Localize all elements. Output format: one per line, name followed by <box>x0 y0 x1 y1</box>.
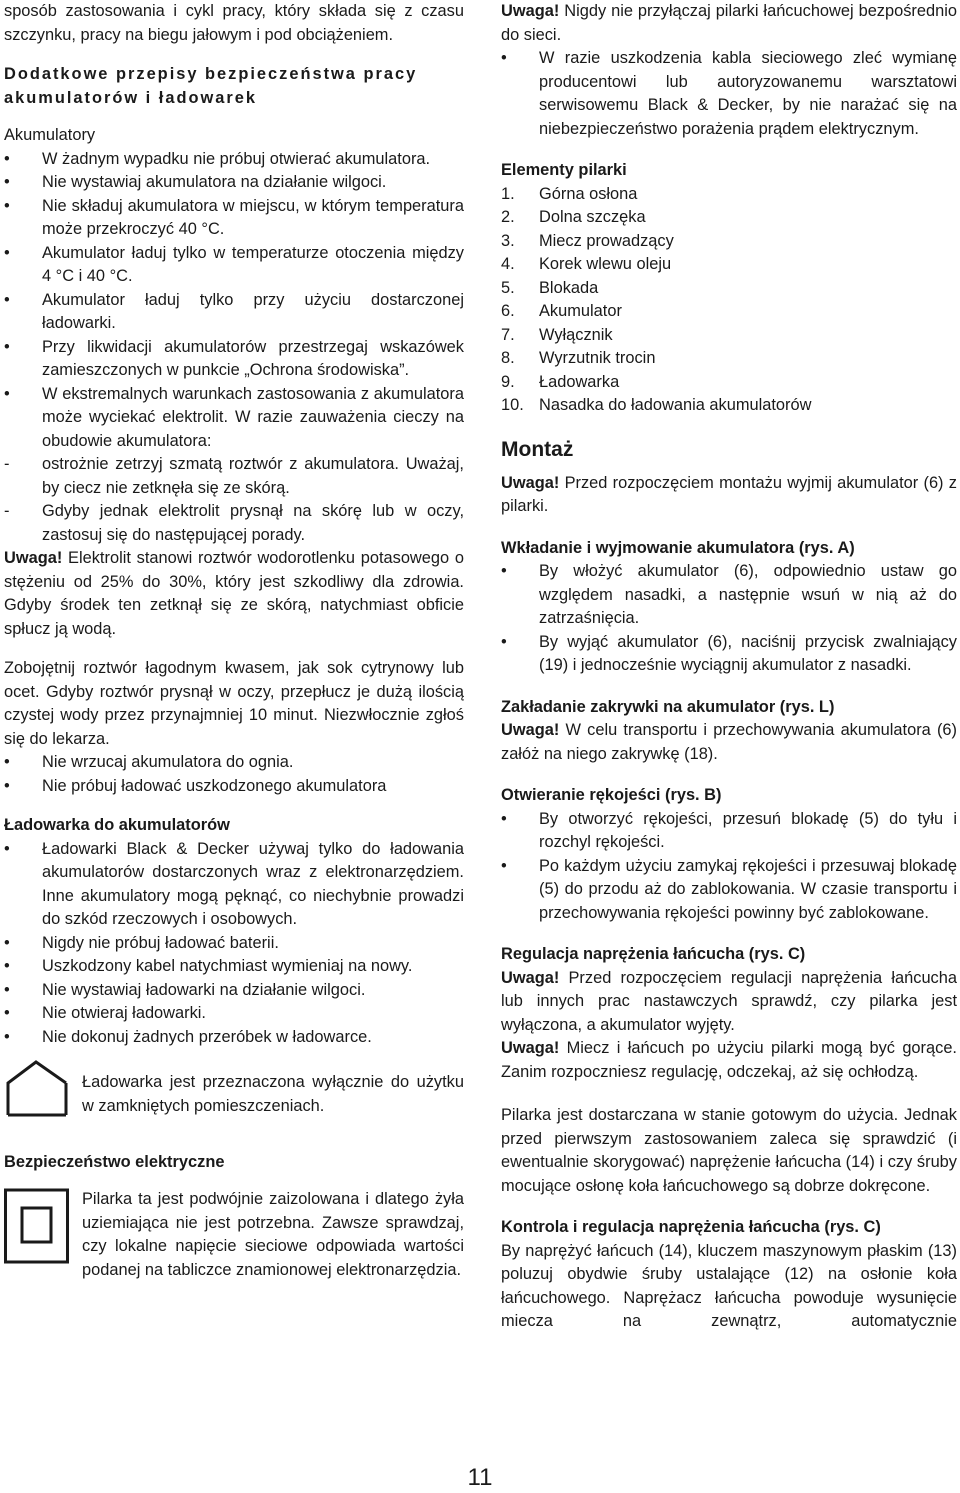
list-item: • Nigdy nie próbuj ładować baterii. <box>4 932 464 956</box>
warning-label: Uwaga! <box>501 473 560 492</box>
tension-heading: Regulacja naprężenia łańcucha (rys. C) <box>501 945 806 963</box>
elements-heading: Elementy pilarki <box>501 161 627 179</box>
indoor-use-text: Ładowarka jest przeznaczona wyłącznie do użytku w zamkniętych pomieszczeniach. <box>82 1073 464 1115</box>
additional-safety-heading: Dodatkowe przepisy bezpieczeństwa pracy akumulatorów i ładowarek <box>4 65 418 107</box>
warning-label: Uwaga! <box>501 1039 560 1057</box>
neutralize-paragraph: Zobojętnij roztwór łagodnym kwasem, jak sok cytrynowy lub ocet. Gdyby roztwór prysnął w oczy, przepłucz je dużą ilością czystej wody przez przynajmniej 10 minut. Niezwłocznie zgłoś się do lekarza. <box>4 659 464 748</box>
list-item: 1. Górna osłona <box>501 184 638 203</box>
list-item: • Nie wystawiaj akumulatora na działanie wilgoci. <box>4 171 464 195</box>
battery-cover-warning <box>501 719 957 766</box>
list-item: 7. Wyłącznik <box>501 325 613 344</box>
list-item: 3. Miecz prowadzący <box>501 231 674 250</box>
tension-warning-1 <box>501 967 957 1038</box>
list-item: • Uszkodzony kabel natychmiast wymieniaj na nowy. <box>4 955 464 979</box>
warning-label: Uwaga! <box>501 721 560 739</box>
warning-text: Przed rozpoczęciem montażu wyjmij akumulator (6) z pilarki. <box>501 473 957 515</box>
batteries-list <box>4 148 464 454</box>
ready-paragraph: Pilarka jest dostarczana w stanie gotowym do użycia. Jednak przed pierwszym zastosowaniem zaleca się sprawdzić (i ewentualnie skorygować) naprężenie łańcucha (14) i czy śruby mocujące osłonę koła łańcuchowego są dobrze dokręcone. <box>501 1106 957 1195</box>
list-item: • W ekstremalnych warunkach zastosowania z akumulatora może wyciekać elektrolit. W razie zauważenia cieczy na obudowie akumulatora: <box>4 383 464 454</box>
tension-warning-2 <box>501 1037 957 1084</box>
list-item: 8. Wyrzutnik trocin <box>501 349 656 367</box>
indoor-use-notice <box>4 1059 464 1125</box>
warning-text: Elektrolit stanowi roztwór wodorotlenku potasowego o stężeniu od 25% do 30%, który jest szkodliwy dla zdrowia. Gdyby środek ten zetknął się ze skórą, natychmiast obficie spłucz ją wodą. <box>4 549 464 638</box>
assembly-warning <box>501 472 957 519</box>
batteries-heading: Akumulatory <box>4 126 96 144</box>
page-number: 11 <box>467 1464 493 1491</box>
double-insulation-notice <box>4 1188 464 1282</box>
list-item: • By otworzyć rękojeści, przesuń blokadę (5) do tyłu i rozchyl rękojeści. <box>501 808 957 855</box>
handle-heading: Otwieranie rękojeści (rys. B) <box>501 786 722 804</box>
control-heading: Kontrola i regulacja naprężenia łańcucha (rys. C) <box>501 1218 881 1236</box>
cable-list <box>501 47 957 141</box>
list-item: • Ładowarki Black & Decker używaj tylko do ładowania akumulatorów dostarczonych wraz z elektronarzędziem. Inne akumulatory mogą pęknąć, co niechybnie prowadzi do szkód rzeczowych i osobowych. <box>4 838 464 932</box>
warning-label: Uwaga! <box>501 2 560 20</box>
handle-list <box>501 808 957 926</box>
list-item: • Nie składuj akumulatora w miejscu, w którym temperatura może przekroczyć 40 °C. <box>4 195 464 242</box>
list-item: 2. Dolna szczęka <box>501 208 646 226</box>
list-item: - ostrożnie zetrzyj szmatą roztwór z akumulatora. Uważaj, by ciecz nie zetknęła się ze skórą. <box>4 455 464 497</box>
insert-battery-heading: Wkładanie i wyjmowanie akumulatora (rys. A) <box>501 538 855 557</box>
list-item: • Nie wystawiaj ładowarki na działanie wilgoci. <box>4 979 464 1003</box>
warning-text: W celu transportu i przechowywania akumulatora (6) załóż na niego zakrywkę (18). <box>501 721 957 763</box>
list-item: 6. Akumulator <box>501 302 622 320</box>
left-column <box>4 0 464 1282</box>
electrolyte-dash-list <box>4 453 464 547</box>
dash-item-text: Gdyby jednak elektrolit prysnął na skórę lub w oczy, zastosuj się do następującej porady. <box>42 502 464 544</box>
battery-cover-heading: Zakładanie zakrywki na akumulator (rys. L) <box>501 697 835 716</box>
right-column <box>501 0 957 1334</box>
double-insulation-icon <box>4 1188 70 1272</box>
dash-item-text: ostrożnie zetrzyj szmatą roztwór z akumulatora. Uważaj, by ciecz nie zetknęła się ze skórą. <box>42 455 464 497</box>
list-item: • Akumulator ładuj tylko przy użyciu dostarczonej ładowarki. <box>4 289 464 336</box>
control-paragraph: By naprężyć łańcuch (14), kluczem maszynowym płaskim (13) poluzuj obydwie śruby ustalające (12) na osłonie koła łańcuchowego. Naprężacz łańcucha powoduje wysunięcie miecza na zewnątrz, automatycznie <box>501 1241 957 1330</box>
list-item: • W razie uszkodzenia kabla sieciowego zleć wymianę producentowi lub autoryzowanemu warsztatowi serwisowemu Black & Decker, by nie narażać się na niebezpieczeństwo porażenia prądem elektrycznym. <box>501 47 957 141</box>
insert-battery-list <box>501 560 957 678</box>
list-item: 4. Korek wlewu oleju <box>501 255 672 273</box>
mains-warning <box>501 0 957 47</box>
list-item: 5. Blokada <box>501 278 599 297</box>
house-icon <box>4 1059 70 1125</box>
electrolyte-warning <box>4 547 464 641</box>
list-item: • By włożyć akumulator (6), odpowiednio ustaw go względem nasadki, a następnie wsuń w nią aż do zatrzaśnięcia. <box>501 560 957 631</box>
list-item: 10. Nasadka do ładowania akumulatorów <box>501 396 812 414</box>
warning-text: Nigdy nie przyłączaj pilarki łańcuchowej bezpośrednio do sieci. <box>501 2 957 44</box>
list-item: • W żadnym wypadku nie próbuj otwierać akumulatora. <box>4 148 464 172</box>
list-item: • Nie wrzucaj akumulatora do ognia. <box>4 751 464 775</box>
list-item: 9. Ładowarka <box>501 372 620 391</box>
intro-paragraph: sposób zastosowania i cykl pracy, który składa się z czasu szczynku, pracy na biegu jałowym i pod obciążeniem. <box>4 2 464 44</box>
list-item: • Nie otwieraj ładowarki. <box>4 1002 464 1026</box>
warning-text: Przed rozpoczęciem regulacji naprężenia łańcucha lub innych prac nastawczych sprawdź, czy pilarka jest wyłączona, a akumulator wyjęty. <box>501 968 957 1034</box>
list-item: • Przy likwidacji akumulatorów przestrzegaj wskazówek zamieszczonych w punkcie „Ochrona środowiska”. <box>4 336 464 383</box>
warning-text: Miecz i łańcuch po użyciu pilarki mogą być gorące. Zanim rozpoczniesz regulację, odczekaj, aż się ochłodzą. <box>501 1039 957 1081</box>
list-item: • By wyjąć akumulator (6), naciśnij przycisk zwalniający (19) i jednocześnie wyciągnij akumulator z nasadki. <box>501 631 957 678</box>
elements-list <box>501 183 957 418</box>
list-item: • Po każdym użyciu zamykaj rękojeści i przesuwaj blokadę (5) do przodu aż do zablokowania. W czasie transportu i przechowywania rękojeści powinny być zablokowane. <box>501 855 957 926</box>
list-item: • Nie próbuj ładować uszkodzonego akumulatora <box>4 775 464 799</box>
double-insulation-text: Pilarka ta jest podwójnie zaizolowana i dlatego żyła uziemiająca nie jest potrzebna. Zawsze sprawdzaj, czy lokalne napięcie sieciowe odpowiada wartości podanej na tabliczce znamionowej elektronarzędzia. <box>82 1190 464 1279</box>
charger-list <box>4 838 464 1050</box>
warning-label: Uwaga! <box>501 968 560 987</box>
list-item: • Akumulator ładuj tylko w temperaturze otoczenia między 4 °C i 40 °C. <box>4 242 464 289</box>
charger-heading: Ładowarka do akumulatorów <box>4 816 230 834</box>
assembly-heading: Montaż <box>501 437 574 461</box>
warning-label: Uwaga! <box>4 549 63 567</box>
list-item: - Gdyby jednak elektrolit prysnął na skórę lub w oczy, zastosuj się do następującej porady. <box>4 502 464 544</box>
list-item: • Nie dokonuj żadnych przeróbek w ładowarce. <box>4 1026 464 1050</box>
electrical-safety-heading: Bezpieczeństwo elektryczne <box>4 1152 225 1171</box>
extra-battery-list <box>4 751 464 798</box>
